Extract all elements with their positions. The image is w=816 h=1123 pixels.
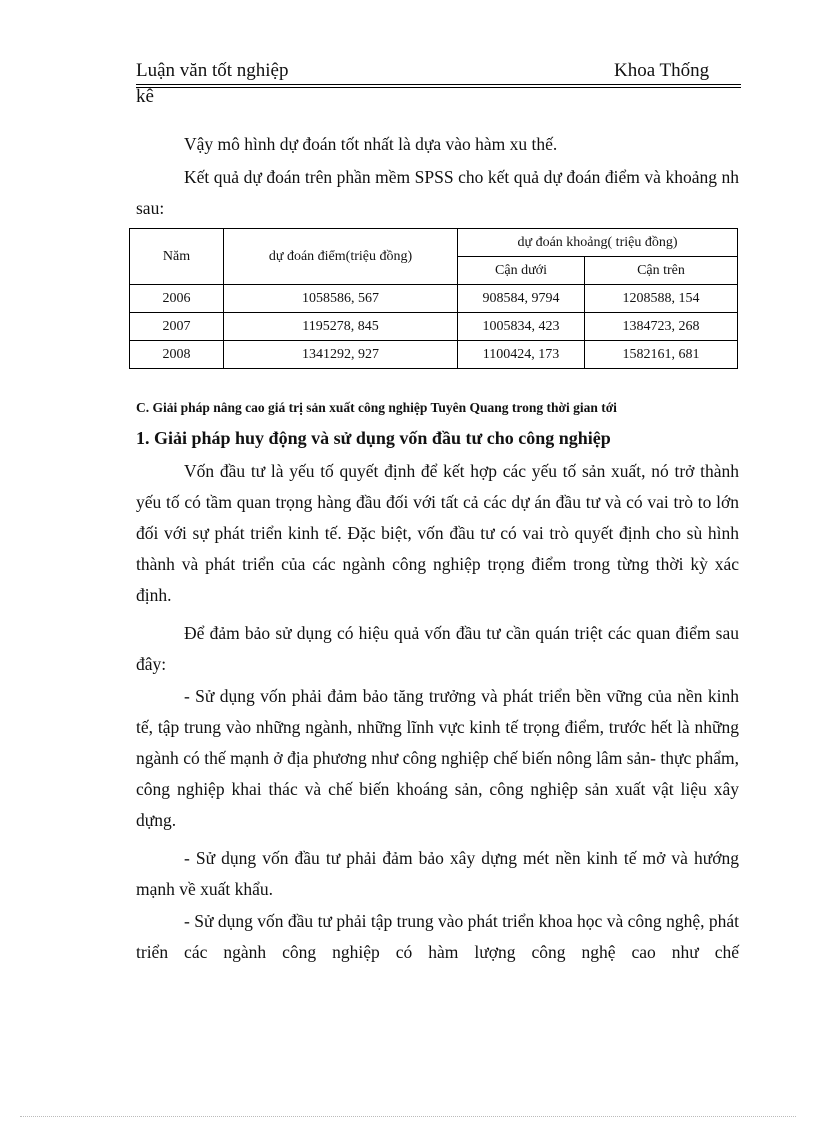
table-header-interval-forecast: dự đoán khoảng( triệu đồng) <box>458 229 738 257</box>
paragraph-science-technology: - Sử dụng vốn đầu tư phải tập trung vào phát triển khoa học và công nghệ, phát triển các ngành công nghiệp có hàm lượng công nghệ cao như chế <box>136 911 739 962</box>
paragraph-open-economy: - Sử dụng vốn đầu tư phải đảm bảo xây dựng mét nền kinh tế mở và hướng mạnh về xuất khẩu. <box>136 848 739 899</box>
paragraph-model-conclusion: Vậy mô hình dự đoán tốt nhất là dựa vào hàm xu thế. <box>184 134 558 154</box>
table-cell-upper: 1208588, 154 <box>585 285 738 313</box>
paragraph-efficiency-principles: Để đảm bảo sử dụng có hiệu quả vốn đầu tư cần quán triệt các quan điểm sau đây: <box>136 623 739 674</box>
table-cell-year: 2006 <box>130 285 224 313</box>
table-header-year: Năm <box>130 229 224 285</box>
table-cell-point: 1058586, 567 <box>224 285 458 313</box>
header-rule <box>136 84 741 85</box>
table-header-upper-bound: Cận trên <box>585 257 738 285</box>
table-cell-lower: 1100424, 173 <box>458 341 585 369</box>
section-c-heading: C. Giải pháp nâng cao giá trị sản xuất công nghiệp Tuyên Quang trong thời gian tới <box>136 400 617 415</box>
paragraph-sustainable-growth: - Sử dụng vốn phải đảm bảo tăng trưởng và phát triển bền vững của nền kinh tế, tập trung vào những ngành, những lĩnh vực kinh tế trọng điểm, trước hết là những ngành có thế mạnh ở địa phương như công nghiệp chế biến nông lâm sản- thực phẩm, công nghiệp khai thác và chế biến khoáng sản, công nghiệp sản xuất vật liệu xây dựng. <box>136 686 739 830</box>
header-right-title: Khoa Thống <box>614 60 710 81</box>
header-left-title: Luận văn tốt nghiệp <box>136 60 289 81</box>
table-cell-year: 2008 <box>130 341 224 369</box>
table-row <box>130 341 738 369</box>
table-cell-lower: 1005834, 423 <box>458 313 585 341</box>
table-cell-year: 2007 <box>130 313 224 341</box>
table-cell-lower: 908584, 9794 <box>458 285 585 313</box>
table-cell-point: 1341292, 927 <box>224 341 458 369</box>
header-right-title-continued: kê <box>136 86 154 107</box>
forecast-table <box>129 228 738 369</box>
page-bottom-border <box>20 1116 796 1117</box>
table-cell-point: 1195278, 845 <box>224 313 458 341</box>
section-1-heading: 1. Giải pháp huy động và sử dụng vốn đầu tư cho công nghiệp <box>136 428 611 448</box>
header-rule-double <box>136 87 741 88</box>
table-row <box>130 313 738 341</box>
table-header-point-forecast: dự đoán điểm(triệu đồng) <box>224 229 458 285</box>
table-cell-upper: 1384723, 268 <box>585 313 738 341</box>
table-row <box>130 285 738 313</box>
paragraph-spss-result: Kết quả dự đoán trên phần mềm SPSS cho kết quả dự đoán điểm và khoảng nh sau: <box>136 167 739 218</box>
table-cell-upper: 1582161, 681 <box>585 341 738 369</box>
table-header-lower-bound: Cận dưới <box>458 257 585 285</box>
paragraph-investment-role: Vốn đầu tư là yếu tố quyết định để kết hợp các yếu tố sản xuất, nó trở thành yếu tố có tầm quan trọng hàng đầu đối với tất cả các dự án đầu tư và có vai trò to lớn đối với sự phát triển kinh tế. Đặc biệt, vốn đầu tư có vai trò quyết định cho sù hình thành và phát triển của các ngành công nghiệp trọng điểm trong từng thời kỳ xác định. <box>136 461 739 605</box>
